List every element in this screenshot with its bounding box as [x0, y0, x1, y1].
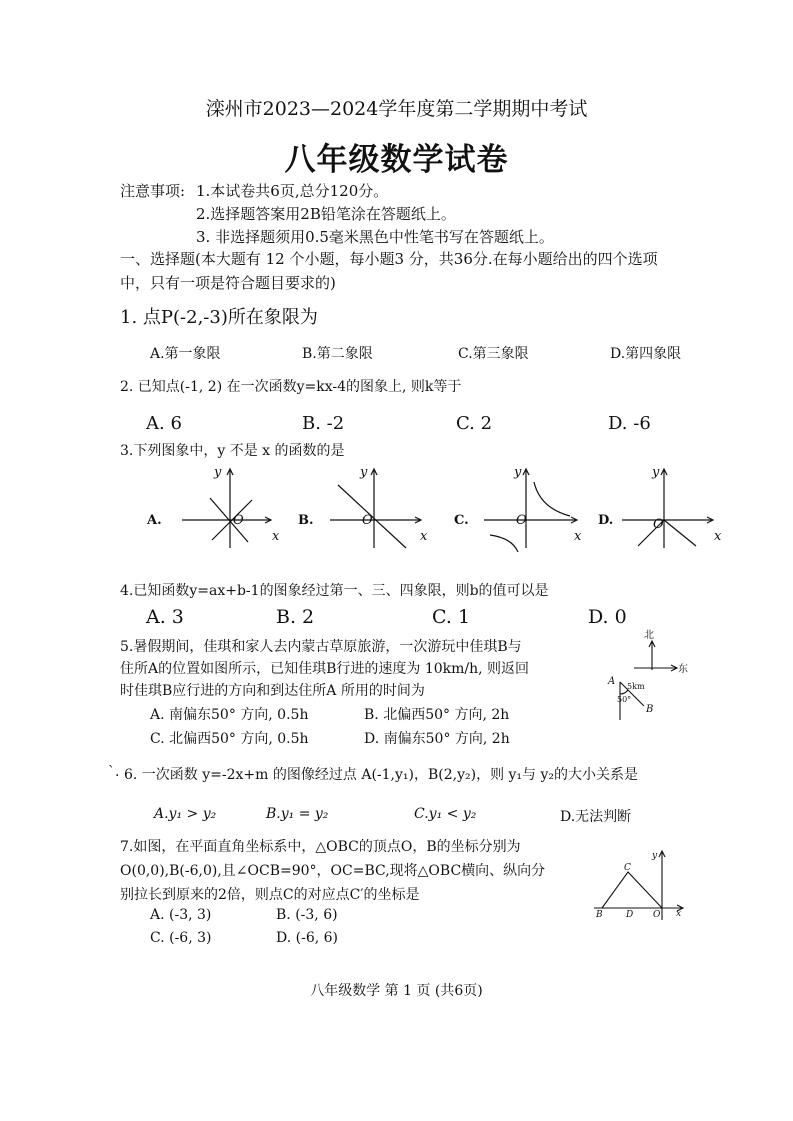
q6-option-b: B.y₁ = y₂ [266, 806, 329, 822]
q7-option-c: C. (-6, 3) [150, 930, 212, 946]
q5-distance-label: 5km [627, 682, 645, 691]
q2-option-b: B. -2 [302, 413, 345, 434]
q3-origin-d: O [653, 517, 664, 532]
paper-title: 八年级数学试卷 [284, 142, 509, 178]
q7-point-c: C [624, 863, 631, 873]
q7-option-a: A. (-3, 3) [150, 907, 212, 923]
q7-point-b: B [596, 910, 603, 920]
q3-graph-b-label: B. [298, 513, 314, 528]
notes-lead: 注意事项: [120, 182, 186, 200]
q7-option-d: D. (-6, 6) [276, 930, 338, 946]
q3-x-label-d: x [714, 529, 722, 544]
q3-x-label-a: x [272, 529, 280, 544]
q3-y-label-c: y [514, 465, 522, 480]
q6-stem: 6. 一次函数 y=-2x+m 的图像经过点 A(-1,y₁)，B(2,y₂)，则 y₁与 y₂的大小关系是 [124, 767, 639, 783]
q3-graphs [140, 460, 730, 552]
q5-option-d: D. 南偏东50° 方向, 2h [364, 731, 510, 747]
q3-origin-a: O [233, 513, 244, 528]
section1-line1: 一、选择题(本大题有 12 个小题，每小题3 分，共36分.在每小题给出的四个选项 [120, 250, 658, 268]
q7-triangle-figure [590, 842, 690, 922]
q7-x-label: x [676, 909, 682, 919]
q3-graph-a-label: A. [147, 513, 162, 528]
q5-line-2: 住所A的位置如图所示，已知佳琪B行进的速度为 10km/h, 则返回 [120, 661, 530, 677]
q5-option-c: C. 北偏西50° 方向, 0.5h [150, 731, 309, 747]
q4-option-b: B. 2 [276, 606, 315, 628]
q7-point-o: O [653, 910, 661, 920]
exam-title: 滦州市2023—2024学年度第二学期期中考试 [205, 98, 588, 120]
q3-graph-c-label: C. [454, 513, 469, 528]
q3-x-label-b: x [420, 529, 428, 544]
q4-option-c: C. 1 [432, 606, 471, 628]
q3-stem: 3.下列图象中，y 不是 x 的函数的是 [120, 443, 345, 459]
q7-point-d: D [626, 910, 634, 920]
q6-option-a: A.y₁ > y₂ [154, 806, 217, 822]
notes-item-1: 1.本试卷共6页,总分120分。 [196, 182, 389, 200]
q1-option-d: D.第四象限 [610, 346, 682, 362]
q5-line-3: 时佳琪B应行进的方向和到达住所A 所用的时间为 [120, 683, 425, 699]
q3-x-label-c: x [574, 529, 582, 544]
q1-stem: 1. 点P(-2,-3)所在象限为 [120, 307, 318, 328]
q4-option-d: D. 0 [588, 606, 627, 628]
q5-point-a: A [608, 676, 616, 687]
q5-point-b: B [646, 704, 654, 715]
section1-line2: 中，只有一项是符合题目要求的) [120, 274, 336, 292]
q7-line-1: 7.如图，在平面直角坐标系中，△OBC的顶点O，B的坐标分别为 [120, 839, 521, 855]
q5-north-label: 北 [644, 630, 654, 641]
q5-east-label: 东 [678, 664, 688, 675]
q3-y-label-a: y [214, 465, 222, 480]
q6-option-c: C.y₁ < y₂ [414, 806, 477, 822]
q2-option-d: D. -6 [608, 413, 651, 434]
q1-option-b: B.第二象限 [302, 346, 373, 362]
q3-graph-d-label: D. [598, 513, 614, 528]
q4-option-a: A. 3 [146, 606, 184, 628]
q4-stem: 4.已知函数y=ax+b-1的图象经过第一、三、四象限，则b的值可以是 [120, 583, 549, 599]
q3-y-label-d: y [652, 465, 660, 480]
q7-line-3: 别拉长到原来的2倍，则点C的对应点C′的坐标是 [120, 887, 420, 903]
q5-angle-label: 50° [617, 695, 632, 704]
q7-option-b: B. (-3, 6) [276, 907, 338, 923]
notes-item-2: 2.选择题答案用2B铅笔涂在答题纸上。 [196, 205, 456, 223]
q2-option-c: C. 2 [456, 413, 493, 434]
page-footer: 八年级数学 第 1 页 (共6页) [310, 983, 483, 999]
q6-mark: `. [108, 764, 120, 780]
q3-y-label-b: y [360, 465, 368, 480]
q5-direction-figure [600, 626, 700, 722]
q6-option-d: D.无法判断 [560, 809, 632, 825]
q1-option-c: C.第三象限 [458, 346, 529, 362]
q7-line-2: O(0,0),B(-6,0),且∠OCB=90°，OC=BC,现将△OBC横向、纵向分 [120, 863, 546, 879]
q3-origin-b: O [362, 513, 373, 528]
q5-option-b: B. 北偏西50° 方向, 2h [364, 707, 510, 723]
q3-origin-c: O [516, 513, 527, 528]
q2-option-a: A. 6 [146, 413, 182, 434]
notes-item-3: 3. 非选择题须用0.5毫米黑色中性笔书写在答题纸上。 [196, 228, 554, 246]
q5-option-a: A. 南偏东50° 方向, 0.5h [150, 707, 309, 723]
q7-y-label: y [652, 851, 658, 861]
q1-option-a: A.第一象限 [150, 346, 221, 362]
q2-stem: 2. 已知点(-1, 2) 在一次函数y=kx-4的图象上, 则k等于 [120, 379, 462, 395]
q5-line-1: 5.暑假期间，佳琪和家人去内蒙古草原旅游，一次游玩中佳琪B与 [120, 639, 522, 655]
